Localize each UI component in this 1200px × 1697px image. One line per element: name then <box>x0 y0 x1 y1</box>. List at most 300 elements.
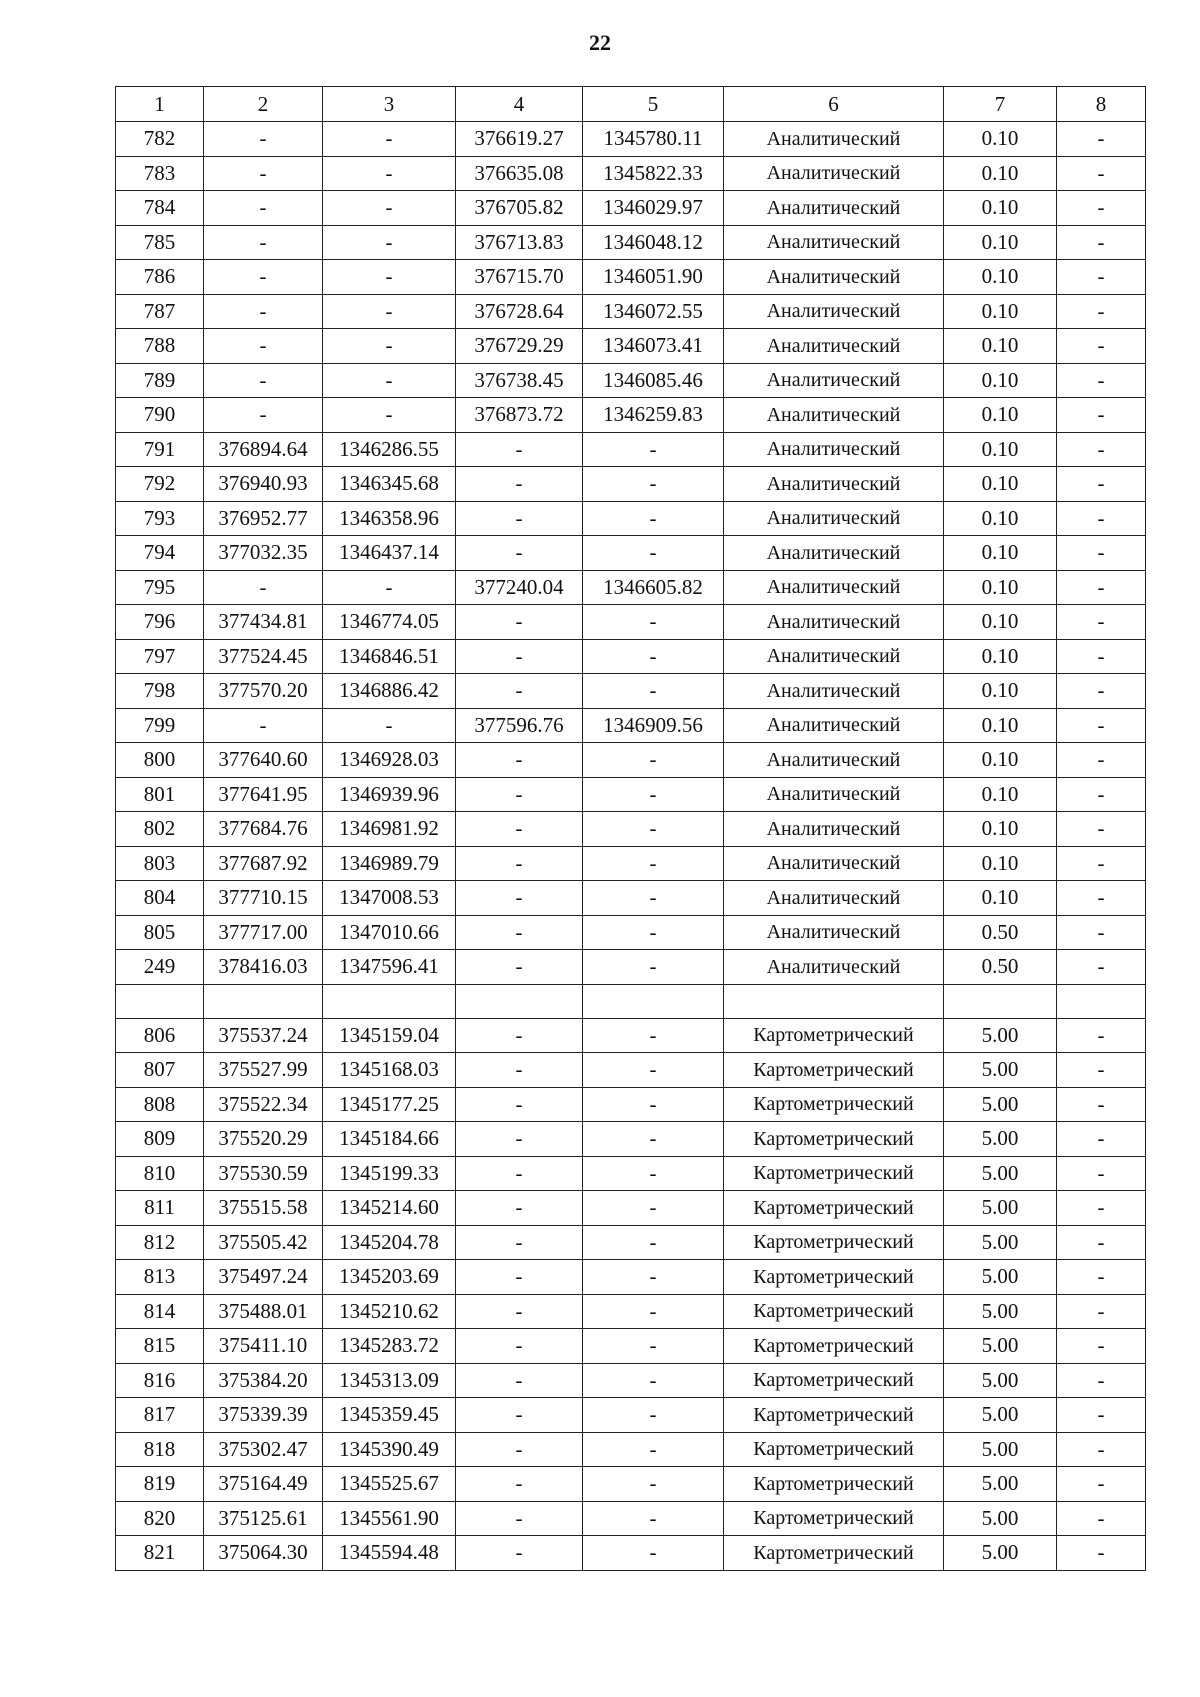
table-cell: 797 <box>116 639 204 674</box>
table-cell: 1346048.12 <box>583 225 724 260</box>
table-cell: - <box>456 1398 583 1433</box>
table-cell: - <box>1057 708 1146 743</box>
table-cell: 1345525.67 <box>323 1467 456 1502</box>
table-cell: - <box>456 1329 583 1364</box>
column-header: 8 <box>1057 87 1146 122</box>
table-cell: - <box>456 1294 583 1329</box>
table-cell: 1345780.11 <box>583 122 724 157</box>
table-cell: 1346928.03 <box>323 743 456 778</box>
table-cell: - <box>1057 329 1146 364</box>
table-cell: Картометрический <box>724 1018 944 1053</box>
table-cell: 5.00 <box>944 1467 1057 1502</box>
table-cell: 0.10 <box>944 156 1057 191</box>
table-cell: - <box>323 225 456 260</box>
table-cell: 376715.70 <box>456 260 583 295</box>
table-cell: - <box>204 225 323 260</box>
table-cell: - <box>583 1294 724 1329</box>
table-cell: 0.10 <box>944 501 1057 536</box>
table-row <box>116 674 1146 709</box>
table-cell: Картометрический <box>724 1467 944 1502</box>
table-cell: 5.00 <box>944 1432 1057 1467</box>
table-cell: 809 <box>116 1122 204 1157</box>
table-row <box>116 639 1146 674</box>
table-cell: - <box>1057 743 1146 778</box>
table-cell: - <box>323 363 456 398</box>
table-cell: Аналитический <box>724 846 944 881</box>
table-cell: 783 <box>116 156 204 191</box>
table-cell: - <box>583 812 724 847</box>
table-cell: Картометрический <box>724 1501 944 1536</box>
table-cell: - <box>1057 777 1146 812</box>
table-cell: - <box>204 122 323 157</box>
table-cell: Аналитический <box>724 605 944 640</box>
table-cell: 375064.30 <box>204 1536 323 1571</box>
table-cell: - <box>456 777 583 812</box>
table-cell: - <box>583 1191 724 1226</box>
table-cell: - <box>204 191 323 226</box>
table-cell: 796 <box>116 605 204 640</box>
table-cell <box>116 984 204 1018</box>
table-cell: Картометрический <box>724 1329 944 1364</box>
table-row <box>116 1329 1146 1364</box>
table-cell: 0.10 <box>944 467 1057 502</box>
table-row <box>116 260 1146 295</box>
table-cell: 820 <box>116 1501 204 1536</box>
column-header: 3 <box>323 87 456 122</box>
table-row <box>116 432 1146 467</box>
table-cell: 5.00 <box>944 1191 1057 1226</box>
table-cell <box>1057 984 1146 1018</box>
table-cell: 1345214.60 <box>323 1191 456 1226</box>
table-cell: 787 <box>116 294 204 329</box>
table-cell: - <box>583 1225 724 1260</box>
table-cell: 786 <box>116 260 204 295</box>
table-cell: 1346051.90 <box>583 260 724 295</box>
table-cell: 376873.72 <box>456 398 583 433</box>
table-cell: 1345390.49 <box>323 1432 456 1467</box>
table-cell: 5.00 <box>944 1018 1057 1053</box>
table-cell: 375527.99 <box>204 1053 323 1088</box>
table-row <box>116 708 1146 743</box>
table-cell: 377641.95 <box>204 777 323 812</box>
table-row <box>116 605 1146 640</box>
table-cell: Картометрический <box>724 1432 944 1467</box>
table-cell: Аналитический <box>724 777 944 812</box>
table-cell: 375164.49 <box>204 1467 323 1502</box>
table-cell: Картометрический <box>724 1294 944 1329</box>
table-cell: - <box>456 605 583 640</box>
table-cell: Аналитический <box>724 260 944 295</box>
table-cell: Аналитический <box>724 812 944 847</box>
table-cell: - <box>456 1053 583 1088</box>
table-cell: 794 <box>116 536 204 571</box>
table-cell: - <box>204 329 323 364</box>
table-cell: 376894.64 <box>204 432 323 467</box>
table-cell: 1346072.55 <box>583 294 724 329</box>
table-cell: 788 <box>116 329 204 364</box>
table-cell: Аналитический <box>724 674 944 709</box>
table-cell: Аналитический <box>724 432 944 467</box>
table-row <box>116 570 1146 605</box>
table-cell <box>456 984 583 1018</box>
table-cell: - <box>1057 1501 1146 1536</box>
table-row <box>116 950 1146 985</box>
table-cell: - <box>1057 1122 1146 1157</box>
table-cell: 1346846.51 <box>323 639 456 674</box>
table-cell: - <box>1057 1087 1146 1122</box>
table-cell: 378416.03 <box>204 950 323 985</box>
table-cell: Аналитический <box>724 501 944 536</box>
table-cell: - <box>583 1536 724 1571</box>
column-header: 7 <box>944 87 1057 122</box>
table-cell: 1346073.41 <box>583 329 724 364</box>
table-cell: 818 <box>116 1432 204 1467</box>
table-cell: 0.10 <box>944 639 1057 674</box>
table-cell: 377570.20 <box>204 674 323 709</box>
table-row <box>116 1191 1146 1226</box>
table-cell: - <box>323 191 456 226</box>
table-cell: - <box>583 674 724 709</box>
table-cell: 0.10 <box>944 605 1057 640</box>
table-cell: - <box>1057 1260 1146 1295</box>
table-cell: 782 <box>116 122 204 157</box>
table-cell: - <box>456 1432 583 1467</box>
table-cell: Аналитический <box>724 570 944 605</box>
table-cell: 1346358.96 <box>323 501 456 536</box>
table-cell: 808 <box>116 1087 204 1122</box>
table-cell: 0.10 <box>944 260 1057 295</box>
table-cell: 375302.47 <box>204 1432 323 1467</box>
table-cell: 249 <box>116 950 204 985</box>
table-cell <box>323 984 456 1018</box>
table-row <box>116 1260 1146 1295</box>
table-cell: 375339.39 <box>204 1398 323 1433</box>
table-row <box>116 743 1146 778</box>
table-row <box>116 1053 1146 1088</box>
table-cell: 0.10 <box>944 329 1057 364</box>
table-cell: - <box>583 950 724 985</box>
table-cell: - <box>456 1225 583 1260</box>
table-cell: - <box>456 881 583 916</box>
table-cell: 377240.04 <box>456 570 583 605</box>
table-cell: - <box>583 1501 724 1536</box>
table-cell: - <box>583 1087 724 1122</box>
table-row <box>116 467 1146 502</box>
table-cell: - <box>583 881 724 916</box>
table-cell: 790 <box>116 398 204 433</box>
table-cell: 1345177.25 <box>323 1087 456 1122</box>
table-cell: 1345204.78 <box>323 1225 456 1260</box>
table-cell: 375522.34 <box>204 1087 323 1122</box>
table-cell: 0.10 <box>944 881 1057 916</box>
table-cell: 377434.81 <box>204 605 323 640</box>
table-cell: 377640.60 <box>204 743 323 778</box>
table-cell: 1346774.05 <box>323 605 456 640</box>
table-cell: 0.10 <box>944 708 1057 743</box>
table-cell: 0.10 <box>944 225 1057 260</box>
table-cell: - <box>1057 536 1146 571</box>
table-cell: 813 <box>116 1260 204 1295</box>
table-cell: - <box>323 708 456 743</box>
table-cell: 819 <box>116 1467 204 1502</box>
table-cell: 375384.20 <box>204 1363 323 1398</box>
table-row <box>116 1225 1146 1260</box>
table-cell: 792 <box>116 467 204 502</box>
table-cell: 784 <box>116 191 204 226</box>
table-cell: 0.10 <box>944 674 1057 709</box>
table-cell: 377717.00 <box>204 915 323 950</box>
table-cell: 0.10 <box>944 363 1057 398</box>
table-cell: - <box>456 743 583 778</box>
table-row-blank <box>116 984 1146 1018</box>
table-cell: - <box>583 1122 724 1157</box>
table-cell: - <box>456 1501 583 1536</box>
table-cell: - <box>1057 812 1146 847</box>
table-cell: - <box>583 1398 724 1433</box>
table-cell: 375497.24 <box>204 1260 323 1295</box>
table-cell: - <box>456 915 583 950</box>
table-cell: - <box>1057 501 1146 536</box>
table-cell: - <box>583 536 724 571</box>
table-cell: - <box>1057 363 1146 398</box>
table-cell: Аналитический <box>724 329 944 364</box>
table-cell: 1346085.46 <box>583 363 724 398</box>
table-row <box>116 191 1146 226</box>
table-cell: - <box>456 639 583 674</box>
table-cell: - <box>456 1087 583 1122</box>
table-cell: Картометрический <box>724 1087 944 1122</box>
table-cell: 1345184.66 <box>323 1122 456 1157</box>
table-cell: - <box>1057 1467 1146 1502</box>
table-row <box>116 1501 1146 1536</box>
table-cell: - <box>204 363 323 398</box>
table-cell: 799 <box>116 708 204 743</box>
table-cell: 377687.92 <box>204 846 323 881</box>
table-cell: Аналитический <box>724 225 944 260</box>
table-cell: - <box>583 605 724 640</box>
table-cell: - <box>583 915 724 950</box>
table-cell: 376940.93 <box>204 467 323 502</box>
table-cell: 1346939.96 <box>323 777 456 812</box>
table-row <box>116 1156 1146 1191</box>
table-cell: 821 <box>116 1536 204 1571</box>
column-header: 2 <box>204 87 323 122</box>
table-cell: - <box>583 1260 724 1295</box>
table-row <box>116 915 1146 950</box>
table-cell: 5.00 <box>944 1363 1057 1398</box>
table-cell: 375520.29 <box>204 1122 323 1157</box>
table-cell: 816 <box>116 1363 204 1398</box>
table-cell: 793 <box>116 501 204 536</box>
table-cell: 0.10 <box>944 398 1057 433</box>
table-cell: Аналитический <box>724 950 944 985</box>
table-cell: 5.00 <box>944 1260 1057 1295</box>
table-cell: 376952.77 <box>204 501 323 536</box>
table-cell: 1347596.41 <box>323 950 456 985</box>
table-row <box>116 122 1146 157</box>
table-cell: 375411.10 <box>204 1329 323 1364</box>
table-row <box>116 1536 1146 1571</box>
table-cell: - <box>1057 1294 1146 1329</box>
table-cell: 798 <box>116 674 204 709</box>
table-row <box>116 294 1146 329</box>
table-cell: - <box>323 156 456 191</box>
table-row <box>116 398 1146 433</box>
table-cell: Картометрический <box>724 1398 944 1433</box>
table-cell: - <box>456 432 583 467</box>
table-cell: 815 <box>116 1329 204 1364</box>
table-row <box>116 225 1146 260</box>
column-header: 1 <box>116 87 204 122</box>
table-row <box>116 1432 1146 1467</box>
table-cell <box>944 984 1057 1018</box>
table-cell: Картометрический <box>724 1225 944 1260</box>
table-cell: Аналитический <box>724 363 944 398</box>
table-cell: Картометрический <box>724 1053 944 1088</box>
table-cell: - <box>456 846 583 881</box>
table-cell: - <box>1057 1432 1146 1467</box>
table-cell: 0.10 <box>944 432 1057 467</box>
table-cell: - <box>204 398 323 433</box>
table-cell: Аналитический <box>724 398 944 433</box>
table-cell <box>583 984 724 1018</box>
table-cell: 5.00 <box>944 1294 1057 1329</box>
table-row <box>116 1122 1146 1157</box>
table-cell: - <box>456 674 583 709</box>
table-cell: - <box>456 467 583 502</box>
table-cell: 1346605.82 <box>583 570 724 605</box>
table-cell: - <box>456 536 583 571</box>
table-cell: - <box>1057 467 1146 502</box>
table-cell: - <box>583 1156 724 1191</box>
table-cell: Аналитический <box>724 915 944 950</box>
table-cell: 0.50 <box>944 915 1057 950</box>
table-cell: - <box>583 1018 724 1053</box>
table-cell: 1345168.03 <box>323 1053 456 1088</box>
table-cell: - <box>1057 570 1146 605</box>
table-cell: 1346259.83 <box>583 398 724 433</box>
table-cell: 1346345.68 <box>323 467 456 502</box>
table-cell: 5.00 <box>944 1501 1057 1536</box>
table-cell: - <box>1057 915 1146 950</box>
table-cell: 1345594.48 <box>323 1536 456 1571</box>
table-cell: 1346029.97 <box>583 191 724 226</box>
table-cell: 1346989.79 <box>323 846 456 881</box>
table-cell: 1345203.69 <box>323 1260 456 1295</box>
table-cell: - <box>204 156 323 191</box>
table-cell: - <box>583 743 724 778</box>
table-row <box>116 1398 1146 1433</box>
table-cell: 375515.58 <box>204 1191 323 1226</box>
table-cell: - <box>1057 950 1146 985</box>
table-cell: 810 <box>116 1156 204 1191</box>
table-cell: - <box>456 812 583 847</box>
table-cell: 5.00 <box>944 1398 1057 1433</box>
table-cell: 1345561.90 <box>323 1501 456 1536</box>
table-cell: 376619.27 <box>456 122 583 157</box>
table-cell: Аналитический <box>724 156 944 191</box>
table-cell: 1345313.09 <box>323 1363 456 1398</box>
table-cell: - <box>1057 191 1146 226</box>
table-cell: - <box>1057 1053 1146 1088</box>
table-row <box>116 846 1146 881</box>
table-cell: - <box>583 1053 724 1088</box>
table-row <box>116 1294 1146 1329</box>
table-cell: - <box>456 1191 583 1226</box>
table-cell: 795 <box>116 570 204 605</box>
table-cell: 376713.83 <box>456 225 583 260</box>
table-cell: 377710.15 <box>204 881 323 916</box>
page-number: 22 <box>589 30 611 55</box>
table-cell: 1345159.04 <box>323 1018 456 1053</box>
table-row <box>116 1467 1146 1502</box>
table-cell: - <box>583 639 724 674</box>
table-row <box>116 363 1146 398</box>
table-cell: - <box>583 1329 724 1364</box>
table-cell: - <box>456 1363 583 1398</box>
table-cell: 1345283.72 <box>323 1329 456 1364</box>
table-cell <box>724 984 944 1018</box>
table-cell: - <box>1057 605 1146 640</box>
table-header-row <box>116 87 1146 122</box>
coordinates-table <box>115 86 1146 1571</box>
table-cell: - <box>456 1018 583 1053</box>
table-cell: - <box>204 294 323 329</box>
table-row <box>116 329 1146 364</box>
table-cell: Аналитический <box>724 122 944 157</box>
table-cell: - <box>323 570 456 605</box>
column-header: 4 <box>456 87 583 122</box>
table-cell: Аналитический <box>724 191 944 226</box>
table-cell: 1345359.45 <box>323 1398 456 1433</box>
table-cell: - <box>1057 122 1146 157</box>
table-cell: - <box>456 1260 583 1295</box>
table-row <box>116 777 1146 812</box>
table-cell: 785 <box>116 225 204 260</box>
table-cell: - <box>1057 639 1146 674</box>
table-cell: - <box>1057 260 1146 295</box>
table-cell: - <box>583 1363 724 1398</box>
table-cell: - <box>1057 1536 1146 1571</box>
table-cell: 817 <box>116 1398 204 1433</box>
table-cell: - <box>1057 225 1146 260</box>
table-cell: - <box>1057 432 1146 467</box>
table-cell: - <box>323 122 456 157</box>
table-cell: - <box>323 294 456 329</box>
table-cell: Картометрический <box>724 1536 944 1571</box>
table-cell: 376728.64 <box>456 294 583 329</box>
table-cell: 375530.59 <box>204 1156 323 1191</box>
table-cell: - <box>1057 1398 1146 1433</box>
table-cell: 377032.35 <box>204 536 323 571</box>
table-cell: 803 <box>116 846 204 881</box>
table-cell: 377524.45 <box>204 639 323 674</box>
table-cell: - <box>583 1432 724 1467</box>
table-cell: - <box>1057 1191 1146 1226</box>
table-cell: - <box>323 398 456 433</box>
table-cell: Аналитический <box>724 881 944 916</box>
table-cell: - <box>204 708 323 743</box>
table-cell: - <box>583 846 724 881</box>
table-cell: Аналитический <box>724 639 944 674</box>
table-cell: Аналитический <box>724 536 944 571</box>
table-cell: 0.10 <box>944 743 1057 778</box>
table-cell: Картометрический <box>724 1260 944 1295</box>
table-cell: 376738.45 <box>456 363 583 398</box>
table-cell: Аналитический <box>724 743 944 778</box>
table-cell: 0.10 <box>944 536 1057 571</box>
table-cell: Картометрический <box>724 1191 944 1226</box>
